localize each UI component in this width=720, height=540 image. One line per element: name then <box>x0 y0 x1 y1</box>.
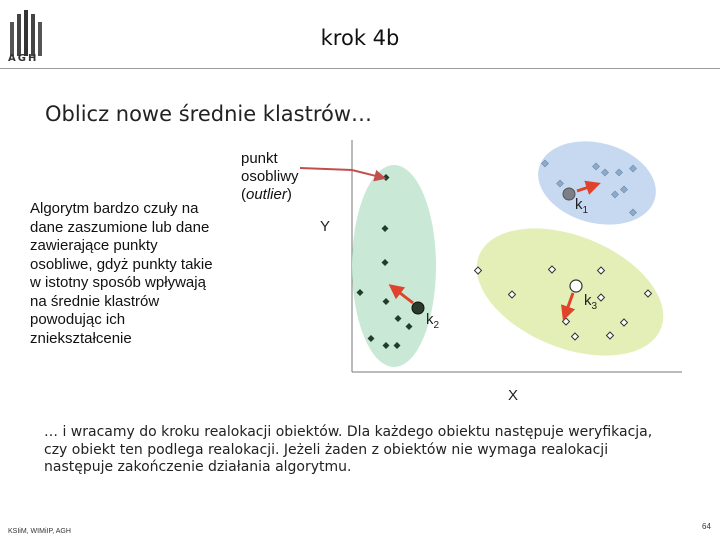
logo-text: AGH <box>8 53 39 64</box>
x-axis-label: X <box>508 387 519 404</box>
y-axis-label: Y <box>320 218 331 235</box>
outlier-label-line1: punkt <box>241 150 278 167</box>
k1-label: $k_1$ <box>575 196 589 216</box>
k3-label: $k_3$ <box>584 292 598 312</box>
cluster-k2-region <box>352 165 436 367</box>
page-number: 64 <box>702 522 711 531</box>
centroid-k1 <box>563 188 575 200</box>
outlier-pointer-arrow <box>300 168 384 178</box>
k2-label: $k_2$ <box>426 311 440 331</box>
outlier-label-line2: osobliwy <box>241 168 299 185</box>
footer-source: KSIiM, WIMiIP, AGH <box>8 528 71 535</box>
bottom-description: … i wracamy do kroku realokacji obiektów. Dla każdego obiektu następuje weryfikacja, czy obiekt ten podlega realokacji. Jeżeli żaden z obiektów nie wymaga realokacji następuje zakończenie działania algorytmu. <box>44 424 653 475</box>
outlier-label-line3: outlier <box>246 186 287 203</box>
slide-heading: Oblicz nowe średnie klastrów… <box>45 102 373 126</box>
left-description: Algorytm bardzo czuły na dane zaszumione lub dane zawierające punkty osobliwe, gdyż punkty takie w istotny sposób wpływają na średnie klastrów powodując ich zniekształcenie <box>30 200 213 347</box>
outlier-label: punkt osobliwy (outlier) <box>241 150 299 203</box>
slide-title: krok 4b <box>320 26 400 50</box>
centroid-k2 <box>412 302 424 314</box>
centroid-k3 <box>570 280 582 292</box>
